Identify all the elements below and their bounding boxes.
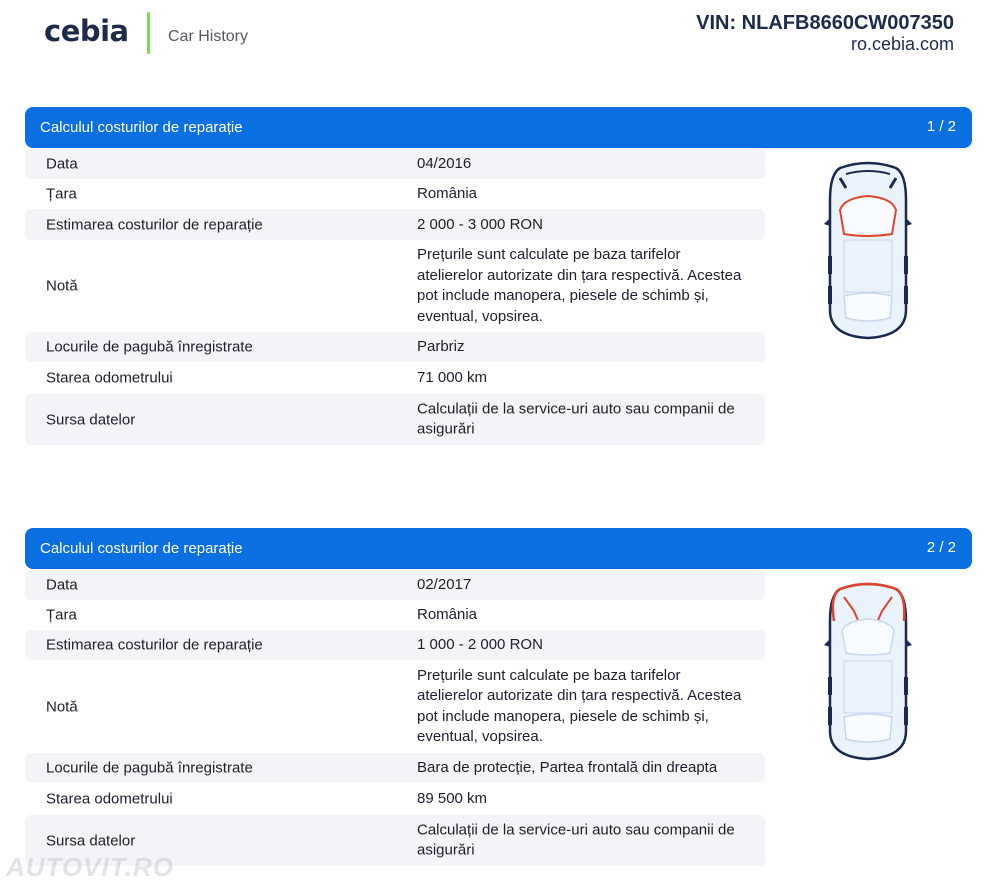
row-value: 04/2016	[417, 154, 472, 172]
details-table	[25, 149, 765, 445]
table-row	[25, 240, 765, 332]
row-label: Estimarea costurilor de reparație	[46, 636, 263, 654]
door-right	[904, 256, 908, 274]
row-label: Sursa datelor	[46, 832, 136, 849]
roof	[844, 661, 892, 713]
row-value: Bara de protecție, Partea frontală din dreapta	[417, 758, 718, 776]
mirror-left	[824, 639, 830, 647]
door-left-rear	[828, 286, 832, 304]
door-right-rear	[904, 286, 908, 304]
windshield	[842, 619, 894, 655]
row-label: Sursa datelor	[46, 411, 136, 428]
rear-window	[844, 293, 892, 321]
car-damage-diagram	[820, 581, 916, 763]
door-right-rear	[904, 707, 908, 725]
card-header	[25, 107, 972, 148]
row-label: Estimarea costurilor de reparație	[46, 216, 263, 233]
row-label: Data	[46, 576, 78, 594]
card-title: Calculul costurilor de reparație	[40, 119, 243, 136]
row-label: Țara	[46, 606, 77, 624]
card-title: Calculul costurilor de reparație	[40, 540, 243, 557]
row-value: Prețurile sunt calculate pe baza tarifelor atelierelor autorizate din țara respectivă. Acestea pot include manopera, piesele de schimb și, eventual, vopsirea.	[417, 666, 742, 745]
row-value: Prețurile sunt calculate pe baza tarifelor atelierelor autorizate din țara respectivă. Acestea pot include manopera, piesele de schimb și, eventual, vopsirea.	[417, 246, 742, 325]
row-value: 02/2017	[417, 575, 472, 593]
vin-number: VIN: NLAFB8660CW007350	[696, 12, 954, 34]
table-row	[25, 660, 765, 753]
table-row	[25, 179, 765, 209]
card-header	[25, 528, 972, 569]
row-value: 1 000 - 2 000 RON	[417, 635, 543, 653]
card-pager: 1 / 2	[926, 118, 956, 135]
door-left-rear	[828, 707, 832, 725]
row-label: Locurile de pagubă înregistrate	[46, 759, 253, 776]
row-label: Starea odometrului	[46, 790, 173, 807]
row-label: Data	[46, 155, 78, 173]
card-pager: 2 / 2	[926, 539, 956, 556]
row-value: România	[417, 184, 478, 202]
row-value: 89 500 km	[417, 789, 488, 807]
mirror-right	[906, 218, 912, 226]
row-value: Parbriz	[417, 337, 465, 355]
header-subtitle: Car History	[168, 28, 249, 45]
table-row	[25, 209, 765, 240]
logo-divider	[147, 12, 150, 54]
row-label: Notă	[46, 698, 78, 715]
car-damage-diagram	[820, 160, 916, 342]
table-row	[25, 570, 765, 600]
door-left	[828, 256, 832, 274]
table-row	[25, 394, 765, 445]
row-label: Starea odometrului	[46, 369, 173, 387]
row-value: România	[417, 605, 478, 623]
table-row	[25, 149, 765, 179]
details-table	[25, 570, 765, 866]
site-domain: ro.cebia.com	[850, 34, 954, 54]
row-label: Locurile de pagubă înregistrate	[46, 338, 253, 356]
row-value: Calculații de la service-uri auto sau companii de asigurări	[417, 821, 735, 859]
cebia-logo: cebia	[44, 14, 129, 48]
mirror-left	[824, 218, 830, 226]
table-row	[25, 782, 765, 815]
table-row	[25, 600, 765, 630]
mirror-right	[906, 639, 912, 647]
roof	[844, 240, 892, 292]
door-right	[904, 677, 908, 695]
watermark: AUTOVIT.RO	[6, 852, 174, 882]
table-row	[25, 362, 765, 394]
table-row	[25, 332, 765, 362]
table-row	[25, 753, 765, 782]
table-row	[25, 630, 765, 660]
door-left	[828, 677, 832, 695]
rear-window	[844, 714, 892, 742]
row-value: 2 000 - 3 000 RON	[417, 215, 543, 233]
row-value: Calculații de la service-uri auto sau companii de asigurări	[417, 400, 735, 438]
damage-windshield	[840, 196, 896, 236]
row-label: Țara	[46, 185, 77, 203]
row-value: 71 000 km	[417, 368, 488, 386]
row-label: Notă	[46, 277, 78, 295]
